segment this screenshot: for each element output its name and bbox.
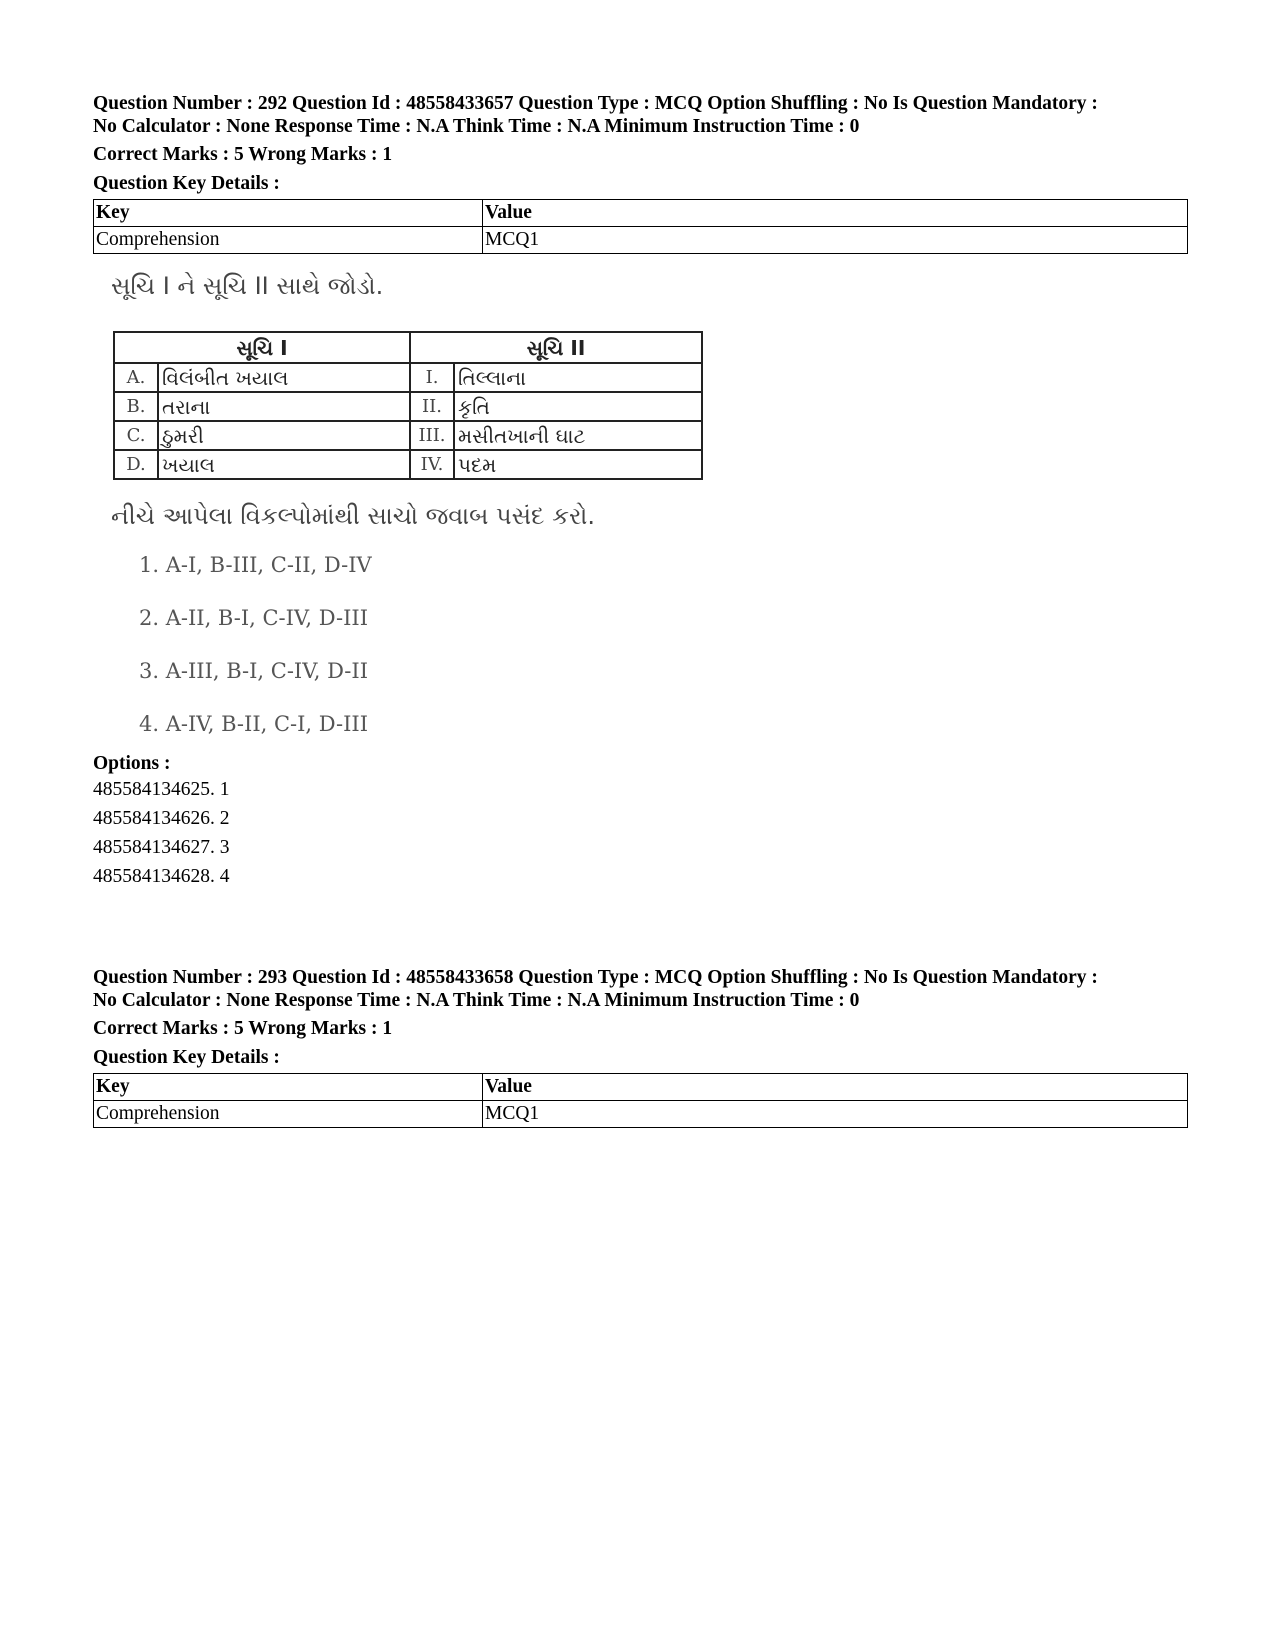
list2-index: III. bbox=[410, 421, 454, 450]
value-cell: MCQ1 bbox=[483, 227, 1188, 254]
question-meta-line-1: Question Number : 293 Question Id : 48558433658 Question Type : MCQ Option Shuffling : No Is Question Mandatory : bbox=[93, 967, 1098, 988]
option-item: 485584134627. 3 bbox=[93, 837, 230, 858]
options-label: Options : bbox=[93, 753, 171, 774]
question-meta-line-2: No Calculator : None Response Time : N.A Think Time : N.A Minimum Instruction Time : 0 bbox=[93, 116, 860, 137]
list2-item: તિલ્લાના bbox=[454, 363, 702, 392]
list1-item: તરાના bbox=[158, 392, 410, 421]
match-table bbox=[113, 331, 703, 480]
answer-choice: 2. A-II, B-I, C-IV, D-III bbox=[139, 606, 368, 630]
option-item: 485584134628. 4 bbox=[93, 866, 230, 887]
match-header-row bbox=[114, 332, 702, 363]
value-cell: MCQ1 bbox=[483, 1101, 1188, 1128]
table-row bbox=[114, 363, 702, 392]
value-header: Value bbox=[483, 200, 1188, 227]
marks-line: Correct Marks : 5 Wrong Marks : 1 bbox=[93, 144, 393, 165]
table-row bbox=[94, 1101, 1188, 1128]
table-row bbox=[94, 227, 1188, 254]
list1-header: સૂચિ I bbox=[114, 332, 410, 363]
key-details-label: Question Key Details : bbox=[93, 173, 280, 194]
list1-index: D. bbox=[114, 450, 158, 479]
value-header: Value bbox=[483, 1074, 1188, 1101]
answer-choice: 1. A-I, B-III, C-II, D-IV bbox=[139, 553, 372, 577]
table-header-row bbox=[94, 1074, 1188, 1101]
marks-line: Correct Marks : 5 Wrong Marks : 1 bbox=[93, 1018, 393, 1039]
list2-index: I. bbox=[410, 363, 454, 392]
list1-index: A. bbox=[114, 363, 158, 392]
question-meta-line-2: No Calculator : None Response Time : N.A Think Time : N.A Minimum Instruction Time : 0 bbox=[93, 990, 860, 1011]
list2-index: IV. bbox=[410, 450, 454, 479]
answer-choice: 3. A-III, B-I, C-IV, D-II bbox=[139, 659, 368, 683]
list2-index: II. bbox=[410, 392, 454, 421]
list1-item: વિલંબીત ખયાલ bbox=[158, 363, 410, 392]
answer-choice: 4. A-IV, B-II, C-I, D-III bbox=[139, 712, 368, 736]
key-details-table bbox=[93, 1073, 1188, 1128]
table-row bbox=[114, 450, 702, 479]
list2-item: કૃતિ bbox=[454, 392, 702, 421]
list1-index: B. bbox=[114, 392, 158, 421]
list1-index: C. bbox=[114, 421, 158, 450]
option-item: 485584134626. 2 bbox=[93, 808, 230, 829]
option-item: 485584134625. 1 bbox=[93, 779, 230, 800]
question-meta-line-1: Question Number : 292 Question Id : 48558433657 Question Type : MCQ Option Shuffling : No Is Question Mandatory : bbox=[93, 93, 1098, 114]
list1-item: ખયાલ bbox=[158, 450, 410, 479]
question-292 bbox=[93, 92, 1188, 891]
list1-item: ઠુમરી bbox=[158, 421, 410, 450]
match-instruction: સૂચિ I ને સૂચિ II સાથે જોડો. bbox=[111, 272, 384, 300]
choose-instruction: નીચે આપેલા વિકલ્પોમાંથી સાચો જવાબ પસંદ કરો. bbox=[111, 502, 596, 530]
list2-item: મસીતખાની ઘાટ bbox=[454, 421, 702, 450]
key-header: Key bbox=[94, 1074, 483, 1101]
key-header: Key bbox=[94, 200, 483, 227]
table-row bbox=[114, 421, 702, 450]
answer-choices bbox=[139, 552, 372, 764]
list2-header: સૂચિ II bbox=[410, 332, 702, 363]
table-header-row bbox=[94, 200, 1188, 227]
key-cell: Comprehension bbox=[94, 227, 483, 254]
key-details-table bbox=[93, 199, 1188, 254]
question-body bbox=[93, 272, 1188, 752]
list2-item: પદમ bbox=[454, 450, 702, 479]
key-cell: Comprehension bbox=[94, 1101, 483, 1128]
key-details-label: Question Key Details : bbox=[93, 1047, 280, 1068]
table-row bbox=[114, 392, 702, 421]
question-293 bbox=[93, 966, 1188, 1128]
